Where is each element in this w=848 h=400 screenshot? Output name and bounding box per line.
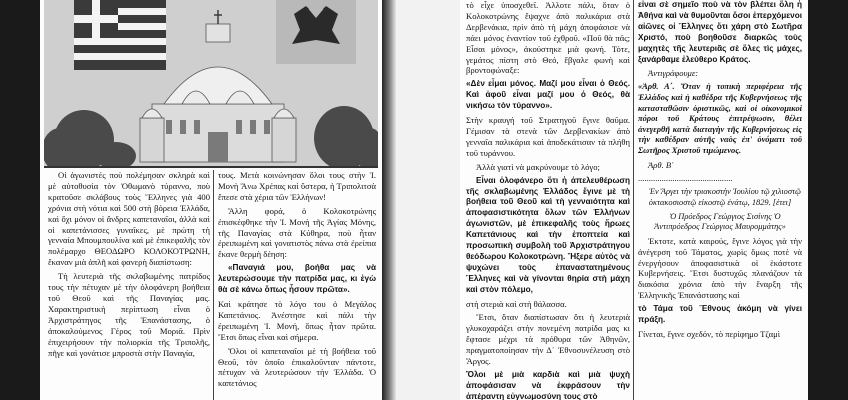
section-heading: Ἀρθ. Β΄ — [648, 159, 675, 170]
paragraph: Ἔτσι, ὅταν διαπίστωσαν ὅτι ἡ λευτεριὰ γλυκοχαράζει στὴν πονεμένη πατρίδα μας κι ἔφτασε μέχρι τὰ πρόθυρα τῶν Ἀθηνῶν, πραγματοποίησαν τὴν Δ΄ Ἐθνοσυνέλευση στὸ Ἄργος. — [466, 312, 630, 367]
eagle-flag-icon — [276, 0, 356, 64]
left-page-column-2 — [218, 170, 376, 392]
book-spine — [382, 0, 460, 400]
paragraph: Ἄλλη φορά, ὁ Κολοκοτρώνης ἐπισκέφθηκε τὴν Ἱ. Μονὴ τῆς Ἁγίας Μόνης, τῆς Παναγίας στὰ Κύθηρα, ποὺ ἦταν ἐρειπωμένη καὶ γονατιστὸς πάνω στὰ ἐρείπια ἔκανε θερμὴ δέηση: — [218, 205, 376, 260]
paragraph: Ὅλοι οἱ καπεταναῖοι μὲ τὴ βοήθεια τοῦ Θεοῦ, τὸν ὁποῖο ἐπικαλοῦνταν πάντοτε, πέτυχαν νὰ λευτερώσουν τὴν Ἑλλάδα. Ὁ καπετάνιος — [218, 345, 376, 389]
scan-border-left — [0, 0, 40, 400]
paragraph: τὸ εἶχε ὑποσχεθεῖ. Ἀλλοτε πάλι, ὅταν ὁ Κολοκοτρώνης ἔψαχνε ἀπὸ παλικάρια στὰ Δερβενάκια, πρὶν ἀπὸ τὴ μάχη ἀποφάσισε νὰ πάει μόνος ἐναντίον τοῦ ἐχθροῦ. «Ποῦ θὰ πᾶς; Εἶσαι μόνος», ἀκούστηκε μιὰ φωνή. Τότε, γεμάτος πίστη στὸ Θεό, ἔβγαλε φωνὴ καὶ βροντοφώναξε: — [466, 0, 630, 76]
column-divider — [633, 0, 634, 400]
paragraph: Οἱ ἀγωνιστές ποὺ πολέμησαν σκληρὰ καὶ μὲ αὐτοθυσία τὸν Ὀθωμανὸ τύραννο, ποὺ κρατοῦσε σκλάβους τοὺς Ἕλληνες γιὰ 400 χρόνια στὴ νότια καὶ 500 στὴ βόρεια Ἑλλάδα, καὶ ὄχι μόνον οἱ ἄνδρες καπεταναῖοι, ἀλλὰ καὶ οἱ καπετάνισσες γυναῖκες, μὲ πρώτη τὴ γενναία Μπουμπουλίνα καὶ μὲ ἐπικεφαλῆς τὸν πολέμαρχο ΘΕΟΔΩΡΟ ΚΟΛΟΚΟΤΡΩΝΗ, ἔκαναν μιὰ ἀπλῆ καὶ φανερὴ διαπίστωση: — [48, 170, 210, 268]
paragraph: Καὶ κράτησε τὸ λόγο του ὁ Μεγάλος Καπετάνιος. Ἀνέστησε καὶ πάλι τὴν ἐρειπωμένη Ἱ. Μονή, ὅπως ἦταν πρῶτα. Ἔτσι ὅπως εἶναι καὶ σήμερα. — [218, 298, 376, 342]
section-heading: Ἀντιγράφουμε: — [648, 68, 699, 79]
quote-paragraph: «Δὲν εἶμαι μόνος. Μαζί μου εἶναι ὁ Θεός. Καὶ ἀφοῦ εἶναι μαζί μου ὁ Θεός, θὰ νικήσω τὸν τύραννο». — [466, 79, 630, 111]
emphasis-paragraph: Ὅλοι μὲ μιὰ καρδιὰ καὶ μιὰ ψυχὴ ἀποφάσισαν νὰ ἐκφράσουν τὴν ἀπέραντη εὐγνωμοσύνη τους στὸ — [466, 370, 630, 400]
column-divider — [213, 170, 214, 400]
paragraph: στὴ στεριὰ καὶ στὴ θάλασσα. — [466, 298, 567, 309]
quote-paragraph: «Παναγιά μου, βοήθα μας νὰ λευτερώσουμε τὴν πατρίδα μας, κι ἐγὼ θὰ σὲ κάνω ὅπως ἦσουν πρῶτα». — [218, 263, 376, 295]
emphasis-paragraph: τὸ Τάμα τοῦ Ἔθνους ἀκόμη νὰ γίνει πράξη. — [638, 304, 802, 325]
ellipsis-line: ............................................ — [638, 173, 733, 184]
greek-flag-icon — [74, 0, 166, 70]
right-page — [460, 0, 808, 400]
emphasis-paragraph: Εἶναι ὁλοφάνερο ὅτι ἡ ἀπελευθέρωση τῆς σκλαβωμένης Ἑλλάδος ἔγινε μὲ τὴ βοήθεια τοῦ Θεοῦ καὶ τὴ γενναιότητα καὶ ἀποφασιστικότητα ὅλων τῶν Ἑλλήνων ἀγωνιστῶν, μὲ ἐπικεφαλῆς τοὺς ἥρωες Καπετάνιους καὶ τὴν ἐποπτεία καὶ προσωπικὴ συμβολὴ τοῦ Ἀρχιστράτηγου θεόδωρου Κολοκοτρώνη. Ἤξερε αὐτὸς νὰ ψυχώνει τοὺς ἐπαναστατημένους Ἕλληνες καὶ νὰ γίνονται θηρία στὴ μάχη καὶ στὸν πόλεμο, — [466, 175, 630, 294]
decree-article: «Ἀρθ. Α΄. Ὅταν ἡ τοπικὴ περιφέρεια τῆς Ἑλλάδος καὶ ἡ καθέδρα τῆς Κυβερνήσεως τῆς κατασταθῶσιν ὁριστικῶς, καὶ οἱ οἰκονομικοὶ πόροι τοῦ Κράτους ἐπιτρέψωσιν, θέλει ἀνεγερθῆ κατὰ διαταγὴν τῆς Κυβερνήσεως εἰς τὴν καθέδραν αὐτῆς ναὸς ἐπ' ὀνόματι τοῦ Σωτῆρος Χριστοῦ τιμώμενος. — [638, 82, 802, 155]
paragraph: τους. Μετὰ κοινώνησαν ὅλοι τους στὴν Ἱ. Μονὴ Ἄνω Χρέπας καὶ ὕστερα, ἡ Τριπολιτσὰ ἔπεσε στὰ χέρια τῶν Ἑλλήνων! — [218, 170, 376, 202]
right-page-column-2 — [638, 0, 802, 343]
paragraph: Γίνεται, ἔγινε σχεδόν, τὸ περίφημο Τζαμὶ — [638, 328, 781, 339]
cathedral-photo — [44, 0, 378, 168]
scan-border-right — [808, 0, 848, 400]
right-page-column-1 — [466, 0, 630, 400]
paragraph: Ἀλλὰ γιατὶ νὰ μακρύνουμε τὸ λόγο; — [476, 161, 600, 172]
decree-date: Ἐν Ἄργει τὴν τριακοστὴν Ἰουλίου τῷ χιλιοστῷ ὀκτακοσιοστῷ εἰκοστῷ ἐνάτῳ, 1829. [ἐτει] — [648, 187, 801, 207]
paragraph: Τὴ λευτεριὰ τῆς σκλαβωμένης πατρίδος τους τὴν πέτυχαν μὲ τὴν ὁλοφάνερη βοήθεια τοῦ Θεοῦ καὶ τῆς Παναγίας μας. Χαρακτηριστικὴ περίπτωση εἶναι ὁ Ἀρχιστράτηγος τῆς Ἐπανάστασης, ὁ ἀποκαλούμενος Γέρος τοῦ Μοριᾶ. Πρὶν ἐπιχειρήσουν τὴν πολιορκία τῆς Τριπολῆς, πῆγε καὶ γονάτισε μπροστὰ στὴν Παναγία, — [48, 271, 210, 358]
paragraph: Ἐκτοτε, κατὰ καιρούς, ἔγινε λόγος γιὰ τὴν ἀνέγερση τοῦ Τάματος, χωρὶς ὅμως ποτὲ νὰ ἐνεργήσουν ἀποφασιστικὰ οἱ ἑκάστοτε Κυβερνήσεις. Ἔτσι δυστυχῶς πλανάζουν τὰ διακόσια χρόνια ἀπὸ τὴν ἔναρξη τῆς Ἑλληνικῆς Ἐπανάστασης καὶ — [638, 235, 802, 301]
left-page — [40, 0, 382, 400]
emphasis-paragraph: εἶναι σὲ σημεῖο ποὺ νὰ τὸν βλέπει ὅλη ἡ Ἀθήνα καὶ νὰ θυμοῦνται ὅσοι ἐπερχόμενοι αἰῶνες οἱ Ἕλληνες ὅτι χάρη στὸ Σωτῆρα Χριστό, ποὺ βοηθοῦσε διαρκῶς τοὺς μαχητὲς τῆς λευτεριᾶς σὲ ὅλες τὶς μάχες, ξανάρθαμε ἐλεύθερο Κράτος. — [638, 0, 802, 64]
decree-signatories: Ὁ Πρόεδρος Γεώργιος Σισίνης Ὁ Ἀντιπρόεδρος Γεώργιος Μαυρομμάτης» — [654, 211, 786, 232]
left-page-column-1 — [48, 170, 210, 361]
paragraph: Στὴν κραυγή τοῦ Στρατηγοῦ ἔγινε θαῦμα. Γέμισαν τὰ στενὰ τῶν Δερβενακίων ἀπὸ γενναῖα παλικάρια καὶ ἀποδεκάτισαν τὰ πλήθη τοῦ τυράννου. — [466, 115, 630, 158]
